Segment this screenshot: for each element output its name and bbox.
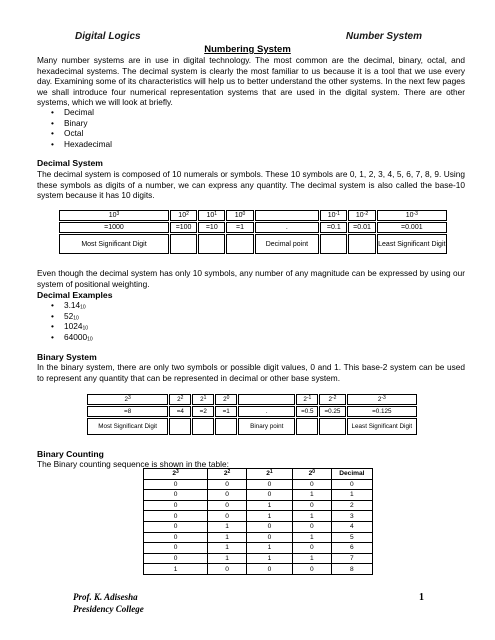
- table-cell: =1: [215, 406, 237, 417]
- table-cell: $2^{-3}$: [347, 394, 417, 405]
- binary-counting-table: [143, 468, 373, 575]
- table-row: [144, 479, 373, 490]
- table-cell: 0: [144, 500, 208, 511]
- table-row: [144, 553, 373, 564]
- decimal-heading: Decimal System: [37, 158, 103, 168]
- table-cell: $10^{-3}$: [377, 210, 447, 221]
- table-cell: [198, 234, 225, 254]
- binary-heading: Binary System: [37, 352, 97, 362]
- table-row: [144, 532, 373, 543]
- table-cell: =100: [170, 222, 197, 233]
- table-cell: $2^0$: [215, 394, 237, 405]
- column-header: $2^2$: [208, 469, 247, 480]
- table-cell: $10^{-1}$: [320, 210, 347, 221]
- table-cell: [348, 234, 375, 254]
- table-cell: 0: [247, 490, 293, 501]
- decimal-after-paragraph: Even though the decimal system has only 10 symbols, any number of any magnitude can be expressed by using our system of positional weighting.: [37, 268, 465, 289]
- binary-counting-paragraph: The Binary counting sequence is shown in the table:: [37, 459, 229, 469]
- table-cell: 0: [292, 564, 331, 575]
- table-cell: 1: [292, 532, 331, 543]
- column-header: $2^3$: [144, 469, 208, 480]
- table-cell: 1: [292, 553, 331, 564]
- table-cell: 0: [208, 500, 247, 511]
- table-row: [59, 210, 447, 221]
- table-cell: 1: [247, 511, 293, 522]
- intro-paragraph: Many number systems are in use in digital technology. The most common are the decimal, binary, octal, and hexadecimal systems. The decimal system is clearly the most familiar to us because it is a tool that we use every day. Examining some of its characteristics will help us to better understand the other systems. In the next few pages we shall introduce four numerical representation systems that are used in the digital system. There are other systems, which we will look at briefly.: [37, 55, 465, 108]
- list-item: • Decimal: [51, 107, 112, 118]
- table-cell: $2^3$: [87, 394, 168, 405]
- table-cell: [169, 418, 191, 435]
- table-cell: 6: [331, 543, 372, 554]
- table-cell: 0: [208, 564, 247, 575]
- table-cell: 0: [292, 500, 331, 511]
- table-cell: 0: [144, 521, 208, 532]
- table-cell: =4: [169, 406, 191, 417]
- table-cell: 1: [208, 532, 247, 543]
- table-cell: =0.01: [348, 222, 375, 233]
- table-cell: [296, 418, 318, 435]
- table-cell: 1: [247, 553, 293, 564]
- table-cell: $10^0$: [226, 210, 253, 221]
- table-cell: 0: [208, 511, 247, 522]
- lsd-label: Least Significant Digit: [347, 418, 417, 435]
- table-cell: 1: [208, 521, 247, 532]
- table-cell: $2^1$: [192, 394, 214, 405]
- table-cell: 2: [331, 500, 372, 511]
- table-cell: $2^{-2}$: [319, 394, 345, 405]
- table-cell: =8: [87, 406, 168, 417]
- table-cell: 7: [331, 553, 372, 564]
- table-cell: 1: [292, 490, 331, 501]
- table-row: [87, 406, 417, 417]
- table-cell: =1: [226, 222, 253, 233]
- table-cell: .: [255, 222, 320, 233]
- table-cell: =0.001: [377, 222, 447, 233]
- list-item: • 5210: [51, 311, 93, 322]
- binary-paragraph: In the binary system, there are only two symbols or possible digit values, 0 and 1. This base-2 system can be used to represent any quantity that can be represented in decimal or other base system.: [37, 362, 465, 383]
- table-cell: =0.25: [319, 406, 345, 417]
- page-number: 1: [419, 592, 424, 603]
- table-cell: $10^{-2}$: [348, 210, 375, 221]
- table-row: [144, 500, 373, 511]
- decimal-point-label: Decimal point: [255, 234, 320, 254]
- footer-author: Prof. K. Adisesha: [73, 592, 138, 602]
- decimal-examples-heading: Decimal Examples: [37, 290, 113, 300]
- decimal-examples-list: [51, 300, 93, 342]
- decimal-paragraph: The decimal system is composed of 10 numerals or symbols. These 10 symbols are 0, 1, 2, 3, 4, 5, 6, 7, 8, 9. Using these symbols as digits of a number, we can express any quantity. The decimal system is also called the base-10 system because it has 10 digits.: [37, 169, 465, 201]
- binary-counting-heading: Binary Counting: [37, 449, 104, 459]
- decimal-weights-table: [58, 209, 448, 255]
- table-cell: 0: [144, 511, 208, 522]
- table-cell: [320, 234, 347, 254]
- column-header: $2^0$: [292, 469, 331, 480]
- list-item: • 102410: [51, 321, 93, 332]
- table-cell: 3: [331, 511, 372, 522]
- table-row: [144, 521, 373, 532]
- table-cell: 1: [247, 543, 293, 554]
- table-cell: 0: [292, 543, 331, 554]
- table-cell: 0: [292, 521, 331, 532]
- table-cell: [215, 418, 237, 435]
- table-row: [59, 222, 447, 233]
- table-cell: $2^2$: [169, 394, 191, 405]
- table-cell: $10^3$: [59, 210, 169, 221]
- table-cell: =1000: [59, 222, 169, 233]
- table-cell: 1: [331, 490, 372, 501]
- table-cell: =10: [198, 222, 225, 233]
- table-cell: [226, 234, 253, 254]
- table-cell: 1: [208, 553, 247, 564]
- table-header-row: [144, 469, 373, 480]
- table-cell: 0: [144, 553, 208, 564]
- table-cell: [192, 418, 214, 435]
- list-item: • 3.1410: [51, 300, 93, 311]
- lsd-label: Least Significant Digit: [377, 234, 447, 254]
- footer-college: Presidency College: [73, 604, 144, 614]
- table-row: [144, 511, 373, 522]
- column-header: Decimal: [331, 469, 372, 480]
- table-cell: 5: [331, 532, 372, 543]
- table-cell: 0: [144, 532, 208, 543]
- table-row: [144, 543, 373, 554]
- table-cell: $10^1$: [198, 210, 225, 221]
- table-cell: .: [238, 406, 295, 417]
- msd-label: Most Significant Digit: [87, 418, 168, 435]
- table-cell: 0: [208, 490, 247, 501]
- table-cell: 0: [247, 564, 293, 575]
- table-row: [87, 418, 417, 435]
- table-cell: 1: [208, 543, 247, 554]
- table-cell: 0: [144, 479, 208, 490]
- column-header: $2^1$: [247, 469, 293, 480]
- table-cell: 0: [292, 479, 331, 490]
- page-title: Numbering System: [204, 44, 291, 55]
- table-cell: 1: [247, 500, 293, 511]
- table-cell: =0.1: [320, 222, 347, 233]
- table-cell: 4: [331, 521, 372, 532]
- table-cell: 8: [331, 564, 372, 575]
- table-row: [144, 490, 373, 501]
- table-cell: 0: [247, 479, 293, 490]
- table-cell: 0: [144, 543, 208, 554]
- table-row: [87, 394, 417, 405]
- table-cell: 0: [247, 521, 293, 532]
- table-cell: 0: [208, 479, 247, 490]
- table-cell: 0: [331, 479, 372, 490]
- table-row: [144, 564, 373, 575]
- systems-list: [51, 107, 112, 149]
- table-row: [59, 234, 447, 254]
- table-cell: 0: [144, 490, 208, 501]
- list-item: • Hexadecimal: [51, 139, 112, 150]
- header-right: Number System: [345, 31, 422, 42]
- msd-label: Most Significant Digit: [59, 234, 169, 254]
- table-cell: $2^{-1}$: [296, 394, 318, 405]
- table-cell: [319, 418, 345, 435]
- table-cell: 1: [144, 564, 208, 575]
- binary-point-label: Binary point: [238, 418, 295, 435]
- table-cell: =0.125: [347, 406, 417, 417]
- table-cell: [255, 210, 320, 221]
- list-item: • Binary: [51, 118, 112, 129]
- table-cell: [170, 234, 197, 254]
- table-cell: 1: [292, 511, 331, 522]
- table-cell: =2: [192, 406, 214, 417]
- header-left: Digital Logics: [75, 31, 141, 42]
- list-item: • 6400010: [51, 332, 93, 343]
- binary-weights-table: [86, 393, 418, 436]
- table-cell: $10^2$: [170, 210, 197, 221]
- table-cell: =0.5: [296, 406, 318, 417]
- list-item: • Octal: [51, 128, 112, 139]
- table-cell: 0: [247, 532, 293, 543]
- table-cell: [238, 394, 295, 405]
